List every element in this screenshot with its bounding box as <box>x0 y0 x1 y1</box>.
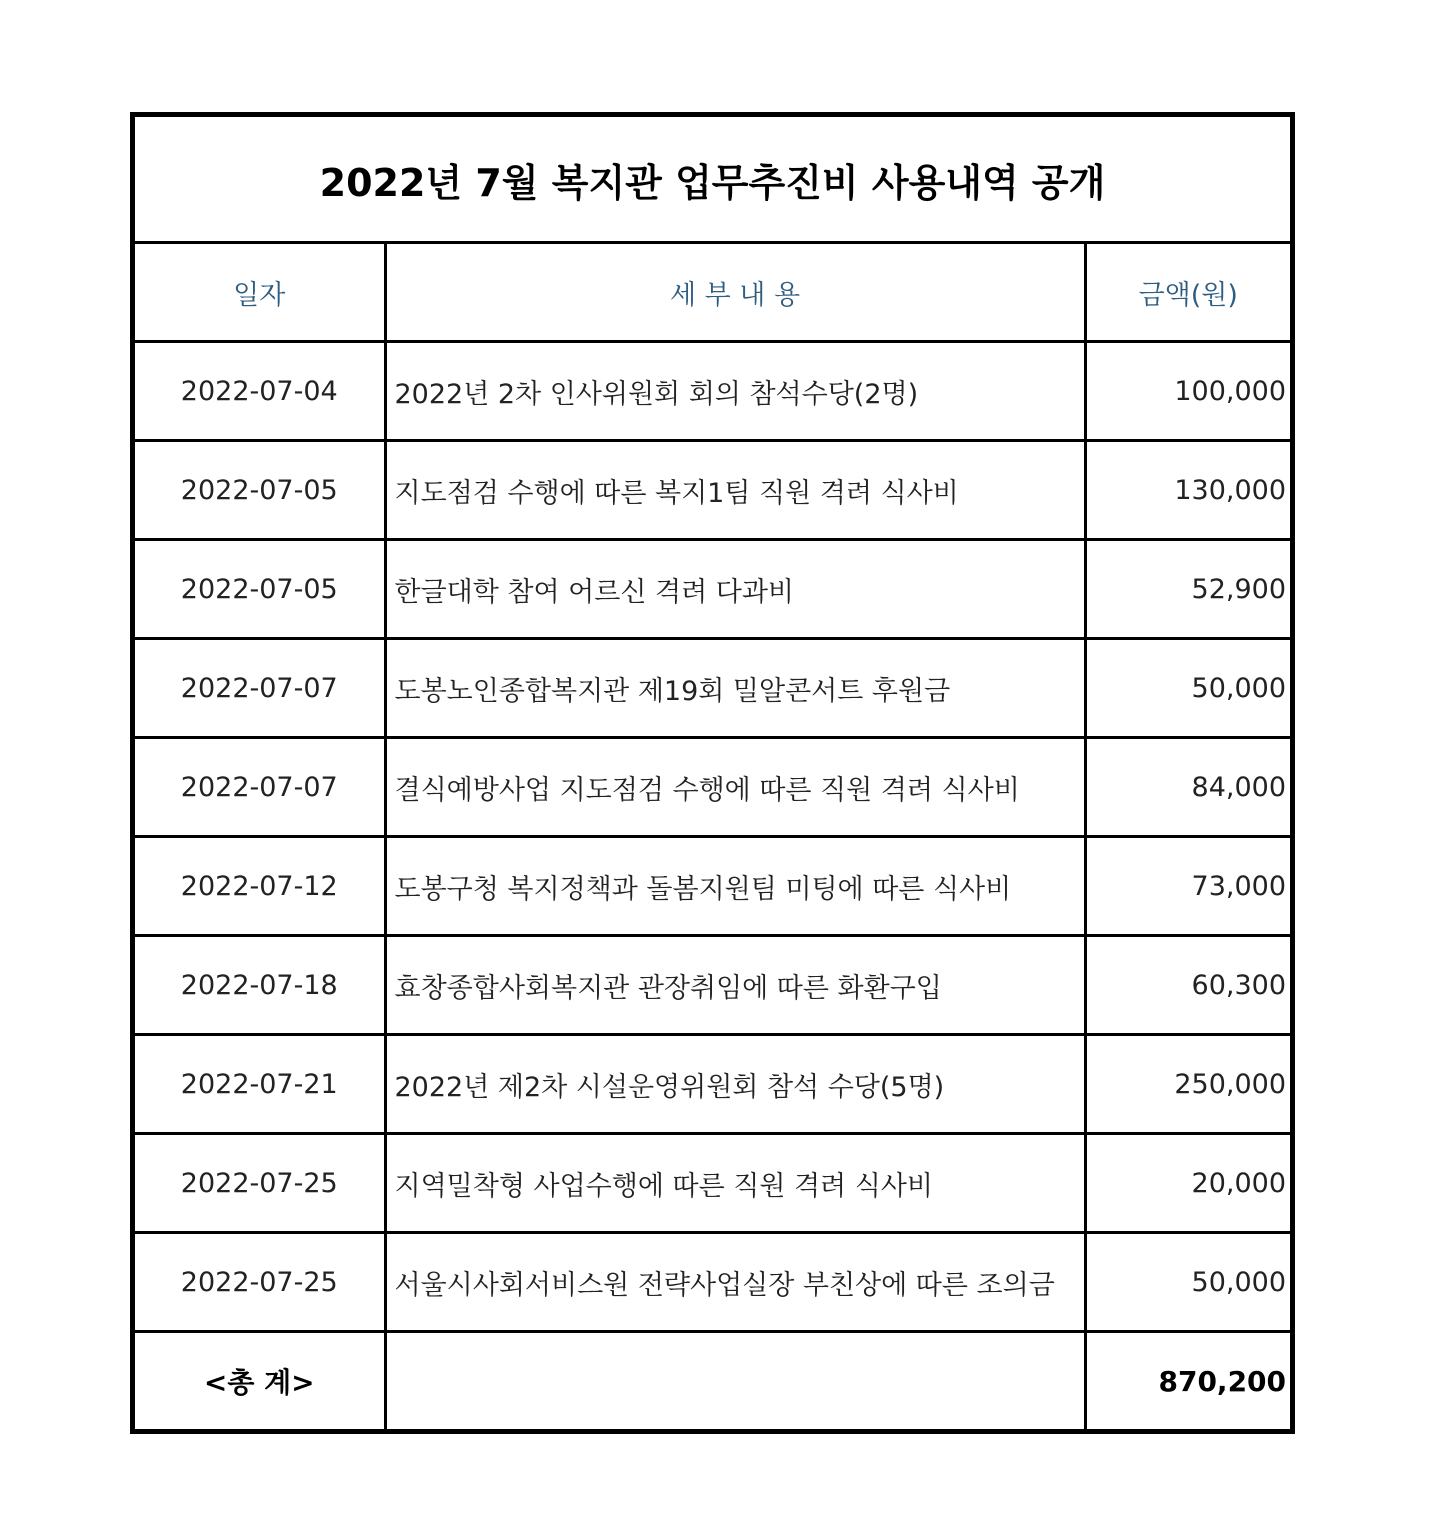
row-detail: 도봉구청 복지정책과 돌봄지원팀 미팅에 따른 식사비 <box>385 837 1085 936</box>
row-date: 2022-07-18 <box>135 936 385 1035</box>
row-amount: 250,000 <box>1085 1035 1290 1134</box>
table-row <box>135 441 1290 540</box>
row-date: 2022-07-12 <box>135 837 385 936</box>
table-row <box>135 639 1290 738</box>
row-date: 2022-07-21 <box>135 1035 385 1134</box>
total-amount: 870,200 <box>1085 1332 1290 1430</box>
table-row <box>135 1035 1290 1134</box>
row-amount: 52,900 <box>1085 540 1290 639</box>
table-row <box>135 540 1290 639</box>
row-date: 2022-07-05 <box>135 540 385 639</box>
row-detail: 서울시사회서비스원 전략사업실장 부친상에 따른 조의금 <box>385 1233 1085 1332</box>
row-date: 2022-07-07 <box>135 738 385 837</box>
row-detail: 결식예방사업 지도점검 수행에 따른 직원 격려 식사비 <box>385 738 1085 837</box>
row-amount: 20,000 <box>1085 1134 1290 1233</box>
row-amount: 50,000 <box>1085 639 1290 738</box>
row-date: 2022-07-25 <box>135 1233 385 1332</box>
expense-disclosure-table-frame <box>130 112 1295 1434</box>
table-row <box>135 342 1290 441</box>
total-detail <box>385 1332 1085 1430</box>
row-date: 2022-07-07 <box>135 639 385 738</box>
column-header-date: 일자 <box>135 243 385 342</box>
total-row <box>135 1332 1290 1430</box>
row-amount: 130,000 <box>1085 441 1290 540</box>
expense-table <box>135 117 1290 1429</box>
row-amount: 84,000 <box>1085 738 1290 837</box>
column-header-amount: 금액(원) <box>1085 243 1290 342</box>
total-label: <총 계> <box>135 1332 385 1430</box>
row-detail: 효창종합사회복지관 관장취임에 따른 화환구입 <box>385 936 1085 1035</box>
table-row <box>135 1233 1290 1332</box>
column-header-detail: 세 부 내 용 <box>385 243 1085 342</box>
row-amount: 100,000 <box>1085 342 1290 441</box>
table-row <box>135 936 1290 1035</box>
row-detail: 2022년 제2차 시설운영위원회 참석 수당(5명) <box>385 1035 1085 1134</box>
header-row <box>135 243 1290 342</box>
row-detail: 한글대학 참여 어르신 격려 다과비 <box>385 540 1085 639</box>
row-amount: 60,300 <box>1085 936 1290 1035</box>
row-detail: 도봉노인종합복지관 제19회 밀알콘서트 후원금 <box>385 639 1085 738</box>
row-amount: 50,000 <box>1085 1233 1290 1332</box>
row-amount: 73,000 <box>1085 837 1290 936</box>
row-date: 2022-07-05 <box>135 441 385 540</box>
row-detail: 2022년 2차 인사위원회 회의 참석수당(2명) <box>385 342 1085 441</box>
table-row <box>135 837 1290 936</box>
row-date: 2022-07-25 <box>135 1134 385 1233</box>
row-detail: 지도점검 수행에 따른 복지1팀 직원 격려 식사비 <box>385 441 1085 540</box>
table-title: 2022년 7월 복지관 업무추진비 사용내역 공개 <box>135 117 1290 243</box>
table-row <box>135 738 1290 837</box>
row-detail: 지역밀착형 사업수행에 따른 직원 격려 식사비 <box>385 1134 1085 1233</box>
row-date: 2022-07-04 <box>135 342 385 441</box>
table-row <box>135 1134 1290 1233</box>
